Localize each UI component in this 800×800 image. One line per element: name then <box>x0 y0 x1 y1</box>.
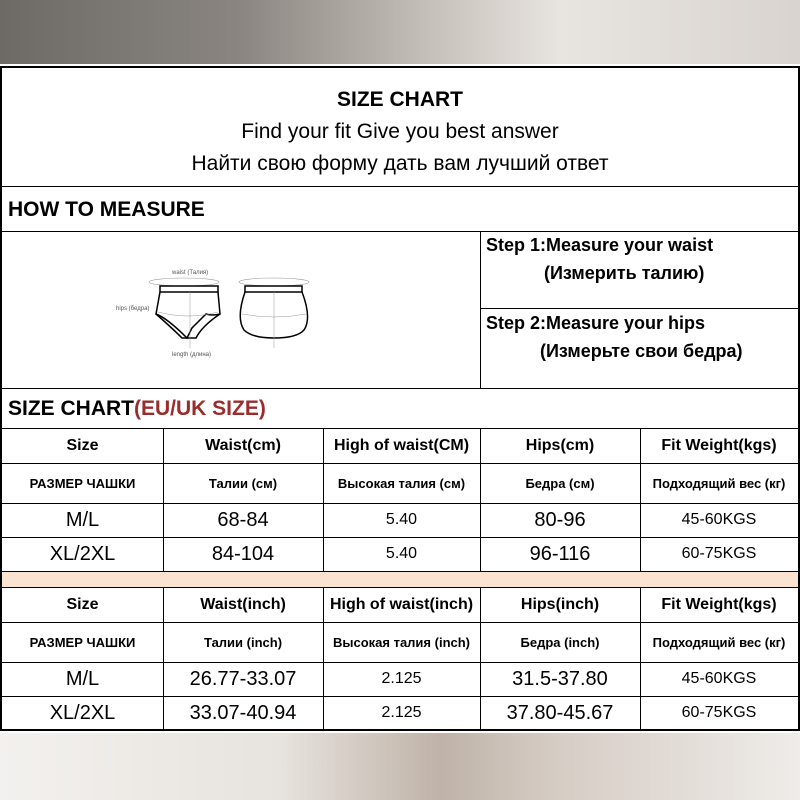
inch-row-xl-col3: 37.80-45.67 <box>506 701 614 724</box>
inch-header-ru-col3: Бедра (inch) <box>520 634 600 650</box>
cm-row-ml-col4: 45-60KGS <box>681 511 757 528</box>
step1-label: Step 1:Measure your waist <box>486 235 714 255</box>
cm-header-ru-col0: РАЗМЕР ЧАШКИ <box>29 475 136 491</box>
inch-header-col3: Hips(inch) <box>520 595 600 613</box>
inch-row-ml-col4: 45-60KGS <box>681 670 757 687</box>
cm-row-ml-col3: 80-96 <box>534 508 586 531</box>
chart-title: SIZE CHART <box>337 88 463 111</box>
cm-row-ml-col1: 68-84 <box>217 508 269 531</box>
cm-header-ru-col3: Бедра (см) <box>525 475 595 491</box>
inch-header-ru-col1: Талии (inch) <box>203 634 283 650</box>
inch-header-col4: Fit Weight(kgs) <box>661 595 777 613</box>
inch-row-xl-col1: 33.07-40.94 <box>189 701 297 724</box>
subtitle-ru: Найти свою форму дать вам лучший ответ <box>191 152 609 175</box>
diagram-label-length: length (длина) <box>172 352 212 358</box>
model-photo-bottom <box>0 733 800 800</box>
cm-header-col2: High of waist(CM) <box>333 436 470 454</box>
step1-ru: (Измерить талию) <box>544 263 705 283</box>
subtitle-en: Find your fit Give you best answer <box>241 120 559 143</box>
cm-row-xl-col1: 84-104 <box>211 542 275 565</box>
size-chart-sheet <box>0 66 800 731</box>
inch-row-ml-col1: 26.77-33.07 <box>189 667 297 690</box>
inch-row-xl-col2: 2.125 <box>381 704 422 721</box>
cm-row-xl-col2: 5.40 <box>385 545 418 562</box>
cm-row-ml-col0: M/L <box>65 508 100 531</box>
cm-header-ru-col2: Высокая талия (см) <box>337 475 466 491</box>
how-to-measure-heading: HOW TO MEASURE <box>8 198 205 221</box>
inch-row-xl-col4: 60-75KGS <box>681 704 757 721</box>
cm-row-xl-col0: XL/2XL <box>49 542 116 565</box>
cm-header-col3: Hips(cm) <box>525 436 595 454</box>
inch-header-ru-col0: РАЗМЕР ЧАШКИ <box>29 634 136 650</box>
inch-header-col1: Waist(inch) <box>200 595 286 613</box>
cm-row-xl-col3: 96-116 <box>529 542 591 565</box>
cm-header-ru-col1: Талии (см) <box>208 475 278 491</box>
cm-header-col4: Fit Weight(kgs) <box>661 436 777 454</box>
inch-row-ml-col3: 31.5-37.80 <box>512 667 608 690</box>
cm-row-xl-col4: 60-75KGS <box>681 545 757 562</box>
size-chart-heading-text: SIZE CHART <box>8 397 134 420</box>
size-chart-heading-suffix: (EU/UK SIZE) <box>134 397 266 420</box>
diagram-label-hips: hips (бедра) <box>116 306 150 312</box>
model-photo-top <box>0 0 800 64</box>
table-separator <box>2 572 798 587</box>
cm-header-col0: Size <box>66 436 99 454</box>
inch-row-ml-col2: 2.125 <box>381 670 422 687</box>
step2-ru: (Измерьте свои бедра) <box>540 341 743 361</box>
size-chart-heading <box>8 397 266 421</box>
step2-label: Step 2:Measure your hips <box>486 313 706 333</box>
cm-header-ru-col4: Подходящий вес (кг) <box>652 475 786 491</box>
inch-header-col2: High of waist(inch) <box>329 595 474 613</box>
panties-diagram <box>112 258 352 368</box>
inch-header-ru-col4: Подходящий вес (кг) <box>652 634 786 650</box>
inch-row-ml-col0: M/L <box>65 667 100 690</box>
inch-header-ru-col2: Высокая талия (inch) <box>332 634 471 650</box>
inch-header-col0: Size <box>66 595 99 613</box>
cm-row-ml-col2: 5.40 <box>385 511 418 528</box>
diagram-label-waist: waist (Талия) <box>172 270 209 276</box>
cm-header-col1: Waist(cm) <box>205 436 281 454</box>
inch-row-xl-col0: XL/2XL <box>49 701 116 724</box>
